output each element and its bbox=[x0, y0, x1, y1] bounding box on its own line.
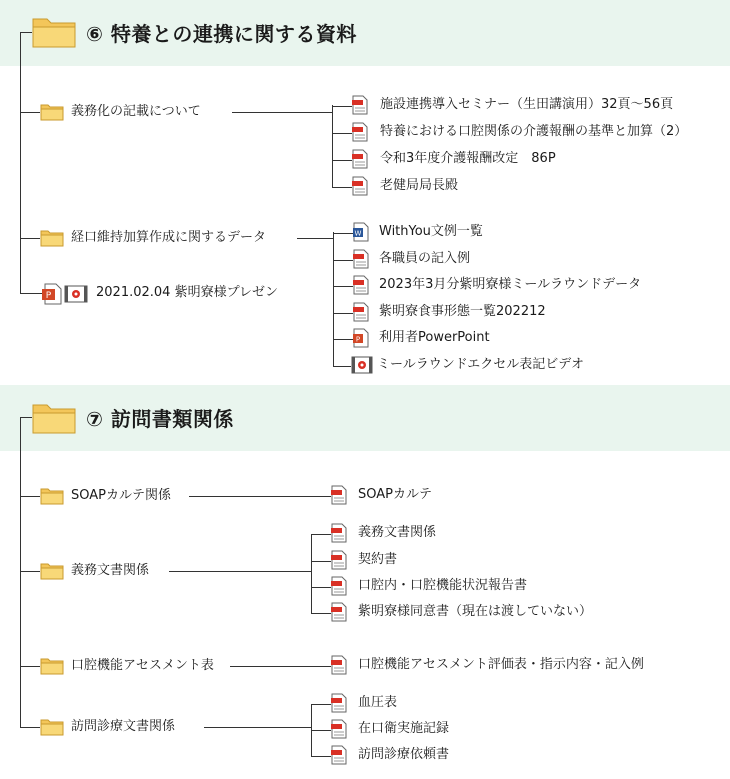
tree-line bbox=[20, 571, 40, 572]
powerpoint-icon bbox=[42, 283, 62, 305]
file-label: 契約書 bbox=[358, 552, 398, 567]
category-label[interactable]: 経口維持加算作成に関するデータ bbox=[71, 230, 267, 245]
pdf-icon bbox=[353, 275, 369, 295]
pdf-icon bbox=[331, 576, 347, 596]
file-label: 2023年3月分紫明寮様ミールラウンドデータ bbox=[379, 277, 642, 292]
folder-icon bbox=[40, 487, 64, 509]
tree-line bbox=[169, 571, 311, 572]
tree-line bbox=[297, 238, 333, 239]
word-icon bbox=[353, 222, 369, 242]
file-label: 紫明寮食事形態一覧202212 bbox=[379, 304, 546, 319]
folder-icon bbox=[40, 229, 64, 251]
svg-text:W: W bbox=[354, 229, 362, 238]
file-label: 各職員の記入例 bbox=[379, 251, 471, 266]
tree-line bbox=[189, 496, 331, 497]
file-label: 特養における口腔関係の介護報酬の基準と加算（2） bbox=[380, 124, 688, 139]
pdf-icon bbox=[352, 176, 368, 196]
file-label: 血圧表 bbox=[358, 695, 398, 710]
pdf-icon bbox=[331, 693, 347, 713]
section-title: ⑥ 特養との連携に関する資料 bbox=[86, 22, 357, 46]
tree-line bbox=[20, 666, 40, 667]
folder-icon bbox=[32, 400, 76, 438]
pdf-icon bbox=[331, 745, 347, 765]
file-label: 訪問診療依頼書 bbox=[358, 747, 450, 762]
folder-icon bbox=[32, 14, 76, 52]
file-label: 施設連携導入セミナー（生田講演用）32頁～56頁 bbox=[380, 97, 674, 112]
tree-line bbox=[20, 417, 32, 418]
video-icon bbox=[64, 285, 88, 303]
category-label[interactable]: 口腔機能アセスメント表 bbox=[71, 658, 214, 673]
category-label[interactable]: 義務化の記載について bbox=[71, 104, 201, 119]
file-label: 令和3年度介護報酬改定 86P bbox=[380, 151, 556, 166]
video-icon bbox=[351, 356, 373, 374]
tree-line bbox=[20, 112, 40, 113]
pdf-icon bbox=[331, 485, 347, 505]
pdf-icon bbox=[331, 523, 347, 543]
tree-line bbox=[20, 417, 21, 727]
file-label: 義務文書関係 bbox=[358, 525, 437, 540]
svg-text:P: P bbox=[45, 291, 52, 301]
file-label: 老健局局長殿 bbox=[380, 178, 459, 193]
folder-icon bbox=[40, 718, 64, 740]
pdf-icon bbox=[331, 655, 347, 675]
pdf-icon bbox=[353, 249, 369, 269]
category-label[interactable]: SOAPカルテ関係 bbox=[71, 488, 171, 503]
folder-icon bbox=[40, 103, 64, 125]
category-label[interactable]: 2021.02.04 紫明寮様プレゼン bbox=[96, 285, 279, 300]
svg-text:P: P bbox=[355, 335, 361, 344]
folder-icon bbox=[40, 657, 64, 679]
tree-line bbox=[311, 534, 312, 613]
tree-line bbox=[333, 232, 334, 367]
section-title: ⑦ 訪問書類関係 bbox=[86, 407, 234, 431]
tree-line bbox=[20, 496, 40, 497]
category-label[interactable]: 訪問診療文書関係 bbox=[71, 719, 176, 734]
tree-line bbox=[204, 727, 311, 728]
file-label: WithYou文例一覧 bbox=[379, 224, 483, 239]
file-label: 利用者PowerPoint bbox=[379, 330, 490, 345]
pdf-icon bbox=[352, 95, 368, 115]
pdf-icon bbox=[352, 122, 368, 142]
file-label: 口腔機能アセスメント評価表・指示内容・記入例 bbox=[358, 657, 644, 672]
tree-line bbox=[20, 293, 42, 294]
file-label: SOAPカルテ bbox=[358, 487, 432, 502]
pdf-icon bbox=[352, 149, 368, 169]
pdf-icon bbox=[331, 550, 347, 570]
pdf-icon bbox=[331, 719, 347, 739]
pdf-icon bbox=[353, 302, 369, 322]
tree-line bbox=[230, 666, 331, 667]
file-label: 口腔内・口腔機能状況報告書 bbox=[358, 578, 528, 593]
tree-line bbox=[232, 112, 332, 113]
tree-line bbox=[20, 238, 40, 239]
file-label: 在口衛実施記録 bbox=[358, 721, 450, 736]
tree-line bbox=[20, 32, 21, 294]
powerpoint-icon bbox=[353, 328, 369, 348]
tree-line bbox=[332, 105, 333, 187]
file-label: 紫明寮様同意書（現在は渡していない） bbox=[358, 604, 593, 619]
pdf-icon bbox=[331, 602, 347, 622]
file-label: ミールラウンドエクセル表記ビデオ bbox=[377, 357, 584, 372]
tree-line bbox=[20, 727, 40, 728]
tree-line bbox=[20, 32, 32, 33]
folder-icon bbox=[40, 562, 64, 584]
category-label[interactable]: 義務文書関係 bbox=[71, 563, 150, 578]
